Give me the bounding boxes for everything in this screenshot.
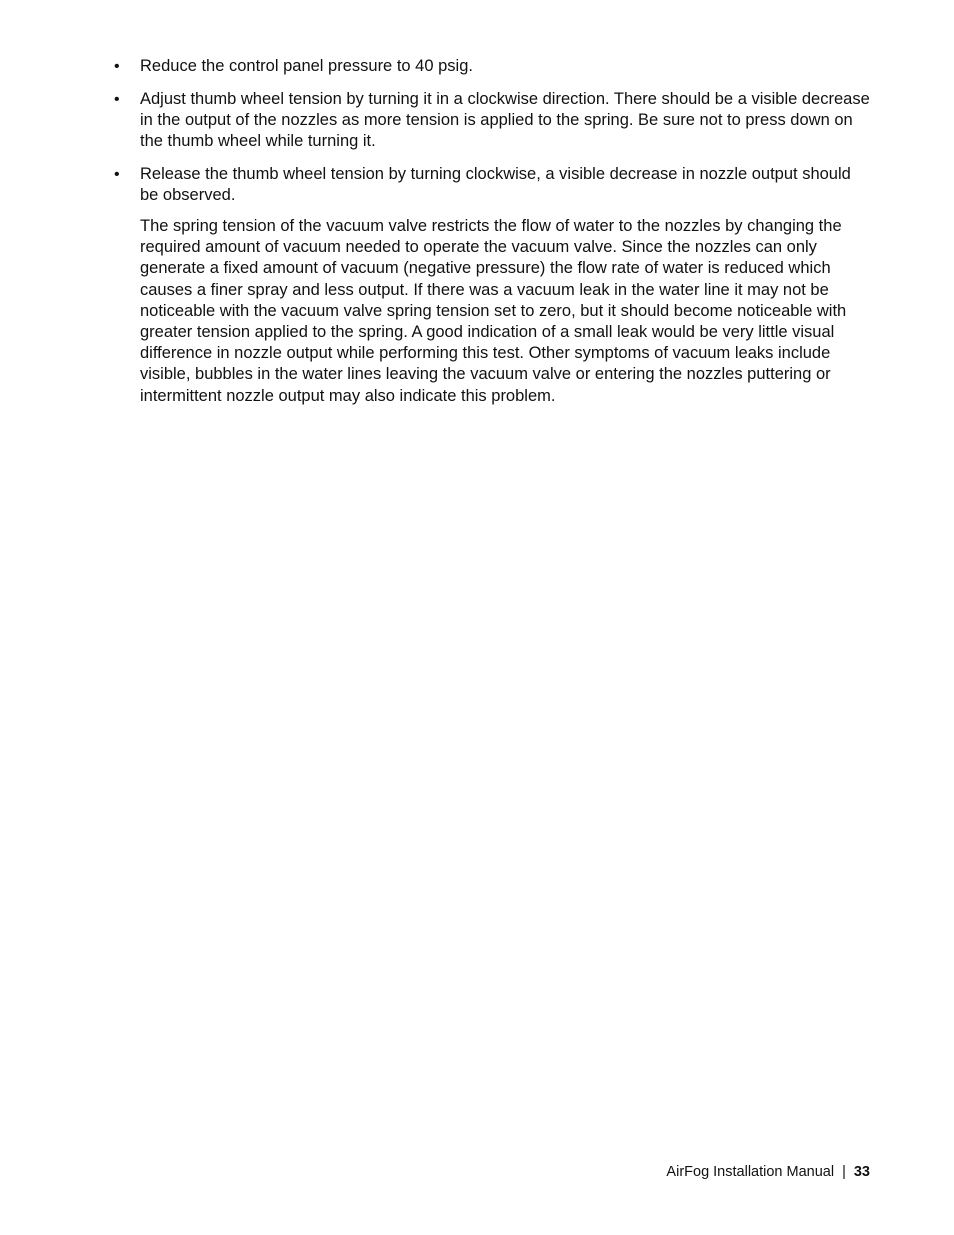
page-content [112,56,872,407]
page-footer [666,1162,870,1182]
instruction-list [112,56,872,206]
list-item [112,56,872,77]
bullet-icon: • [114,58,120,75]
list-item-text: Release the thumb wheel tension by turning clockwise, a visible decrease in nozzle output should be observed. [140,165,851,204]
manual-title: AirFog Installation Manual [666,1164,835,1180]
footer-separator: | [842,1164,846,1180]
bullet-icon: • [114,91,120,108]
list-item [112,89,872,152]
bullet-icon: • [114,166,120,183]
page-number: 33 [853,1164,870,1180]
explanation-paragraph: The spring tension of the vacuum valve restricts the flow of water to the nozzles by changing the required amount of vacuum needed to operate the vacuum valve. Since the nozzles can only generate a fixed amount of vacuum (negative pressure) the flow rate of water is reduced which causes a finer spray and less output. If there was a vacuum leak in the water line it may not be noticeable with the vacuum valve spring tension set to zero, but it should become noticeable with greater tension applied to the spring. A good indication of a small leak would be very little visual difference in nozzle output while performing this test. Other symptoms of vacuum leaks include visible, bubbles in the water lines leaving the vacuum valve or entering the nozzles puttering or intermittent nozzle output may also indicate this problem. [140,217,847,405]
list-item [112,164,872,206]
list-item-text: Reduce the control panel pressure to 40 psig. [140,57,473,75]
list-item-text: Adjust thumb wheel tension by turning it in a clockwise direction. There should be a visible decrease in the output of the nozzles as more tension is applied to the spring. Be sure not to press down on the thumb wheel while turning it. [140,90,870,150]
